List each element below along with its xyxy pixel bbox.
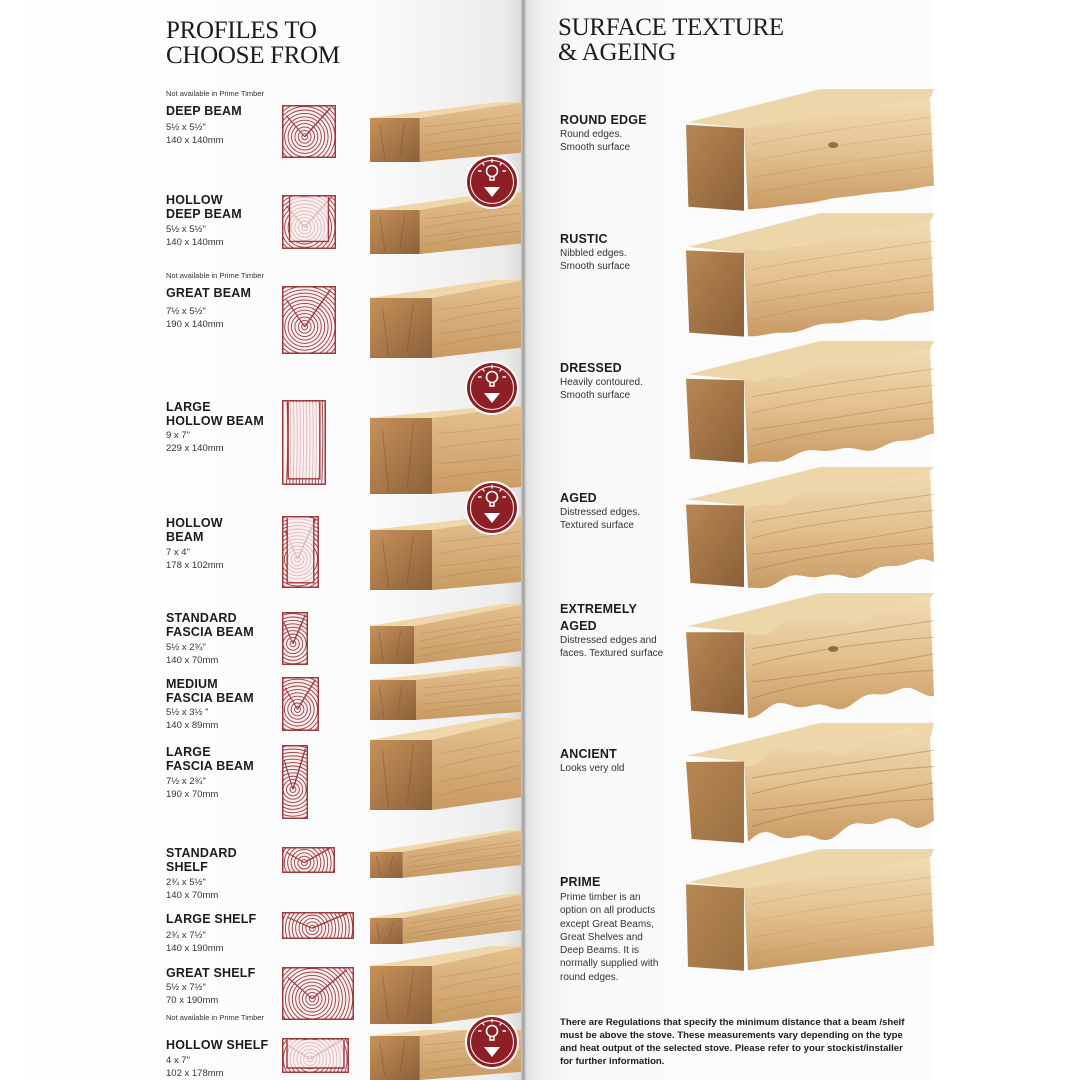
beam-photo (370, 86, 524, 162)
profile-name: LARGE SHELF (166, 912, 257, 926)
texture-description: Distressed edges. Textured surface (560, 507, 641, 532)
profile-name: STANDARD FASCIA BEAM (166, 611, 254, 639)
profile-name: STANDARD SHELF (166, 846, 237, 874)
texture-beam-photo (682, 586, 934, 726)
profile-name: GREAT BEAM (166, 286, 252, 300)
texture-description: Distressed edges and faces. Textured surface (560, 635, 664, 660)
cross-section-diagram (282, 400, 326, 485)
cross-section-diagram (282, 912, 354, 939)
beam-photo (370, 886, 524, 944)
texture-beam-photo (682, 82, 934, 222)
texture-name: PRIME (560, 875, 601, 889)
texture-beam-photo (682, 460, 934, 598)
texture-name: ROUND EDGE (560, 113, 647, 127)
profile-dimensions: 7 x 4" 178 x 102mm (166, 547, 224, 571)
profile-dimensions: 5½ x 5½" 140 x 140mm (166, 122, 224, 146)
profiles-heading: PROFILES TO CHOOSE FROM (166, 17, 340, 69)
cross-section-diagram (282, 677, 319, 731)
profile-dimensions: 5½ x 5½" 140 x 140mm (166, 224, 224, 248)
cross-section-diagram (282, 105, 336, 158)
cross-section-diagram (282, 195, 336, 249)
texture-beam-photo (682, 716, 934, 854)
profile-name: HOLLOW BEAM (166, 516, 223, 544)
lightbulb-down-arrow-icon (464, 360, 520, 416)
profile-name: MEDIUM FASCIA BEAM (166, 677, 254, 705)
texture-description: Heavily contoured. Smooth surface (560, 377, 643, 402)
profile-name: DEEP BEAM (166, 104, 242, 118)
profile-dimensions: 7½ x 2¾" 190 x 70mm (166, 776, 219, 800)
cross-section-diagram (282, 847, 335, 873)
texture-description: Prime timber is an option on all products except Great Beams, Great Shelves and Deep Beams. It is normally supplied with round edges. (560, 892, 659, 983)
texture-description: Looks very old (560, 763, 625, 774)
profile-name: HOLLOW DEEP BEAM (166, 193, 242, 221)
beam-photo (370, 264, 524, 358)
lightbulb-down-arrow-icon (464, 480, 520, 536)
texture-name: AGED (560, 491, 597, 505)
profile-dimensions: 5½ x 2¾" 140 x 70mm (166, 642, 219, 666)
texture-name: ANCIENT (560, 747, 617, 761)
surface-texture-heading: SURFACE TEXTURE & AGEING (558, 14, 784, 66)
beam-photo (370, 820, 524, 878)
cross-section-diagram (282, 286, 336, 354)
prime-timber-note: Not available in Prime Timber (166, 89, 264, 98)
lightbulb-down-arrow-icon (464, 1014, 520, 1070)
texture-name: EXTREMELY AGED (560, 602, 638, 633)
page-margin (934, 0, 1080, 1080)
texture-beam-photo (682, 334, 934, 474)
texture-name: RUSTIC (560, 232, 608, 246)
profile-name: LARGE FASCIA BEAM (166, 745, 254, 773)
prime-timber-note: Not available in Prime Timber (166, 1013, 264, 1022)
texture-beam-photo (682, 206, 934, 348)
regulations-footnote: There are Regulations that specify the minimum distance that a beam /shelf must be above the stove. These measurements vary depending on the type and heat output of the selected stove. Please refer to your stockist/installer for further information. (560, 1017, 905, 1067)
profile-dimensions: 5½ x 3½ " 140 x 89mm (166, 707, 219, 731)
beam-photo (370, 710, 524, 810)
right-page (524, 0, 934, 1080)
profile-dimensions: 5½ x 7½" 70 x 190mm (166, 982, 219, 1006)
cross-section-diagram (282, 967, 354, 1020)
texture-beam-photo (682, 842, 934, 982)
profile-name: GREAT SHELF (166, 966, 256, 980)
prime-timber-note: Not available in Prime Timber (166, 271, 264, 280)
texture-name: DRESSED (560, 361, 622, 375)
texture-description: Round edges. Smooth surface (560, 129, 631, 154)
cross-section-diagram (282, 1038, 349, 1073)
profile-name: LARGE HOLLOW BEAM (166, 400, 265, 428)
cross-section-diagram (282, 612, 308, 665)
profile-dimensions: 9 x 7" 229 x 140mm (166, 430, 224, 454)
left-page (0, 0, 524, 1080)
beam-photo (370, 940, 524, 1024)
cross-section-diagram (282, 516, 319, 588)
profile-dimensions: 2¾ x 7½" 140 x 190mm (166, 930, 224, 954)
lightbulb-down-arrow-icon (464, 154, 520, 210)
book-spine (521, 0, 526, 1080)
cross-section-diagram (282, 745, 308, 819)
profile-dimensions: 7½ x 5½" 190 x 140mm (166, 306, 224, 330)
profile-dimensions: 2¾ x 5½" 140 x 70mm (166, 877, 219, 901)
profile-name: HOLLOW SHELF (166, 1038, 269, 1052)
profile-dimensions: 4 x 7" 102 x 178mm (166, 1055, 224, 1079)
texture-description: Nibbled edges. Smooth surface (560, 248, 631, 273)
